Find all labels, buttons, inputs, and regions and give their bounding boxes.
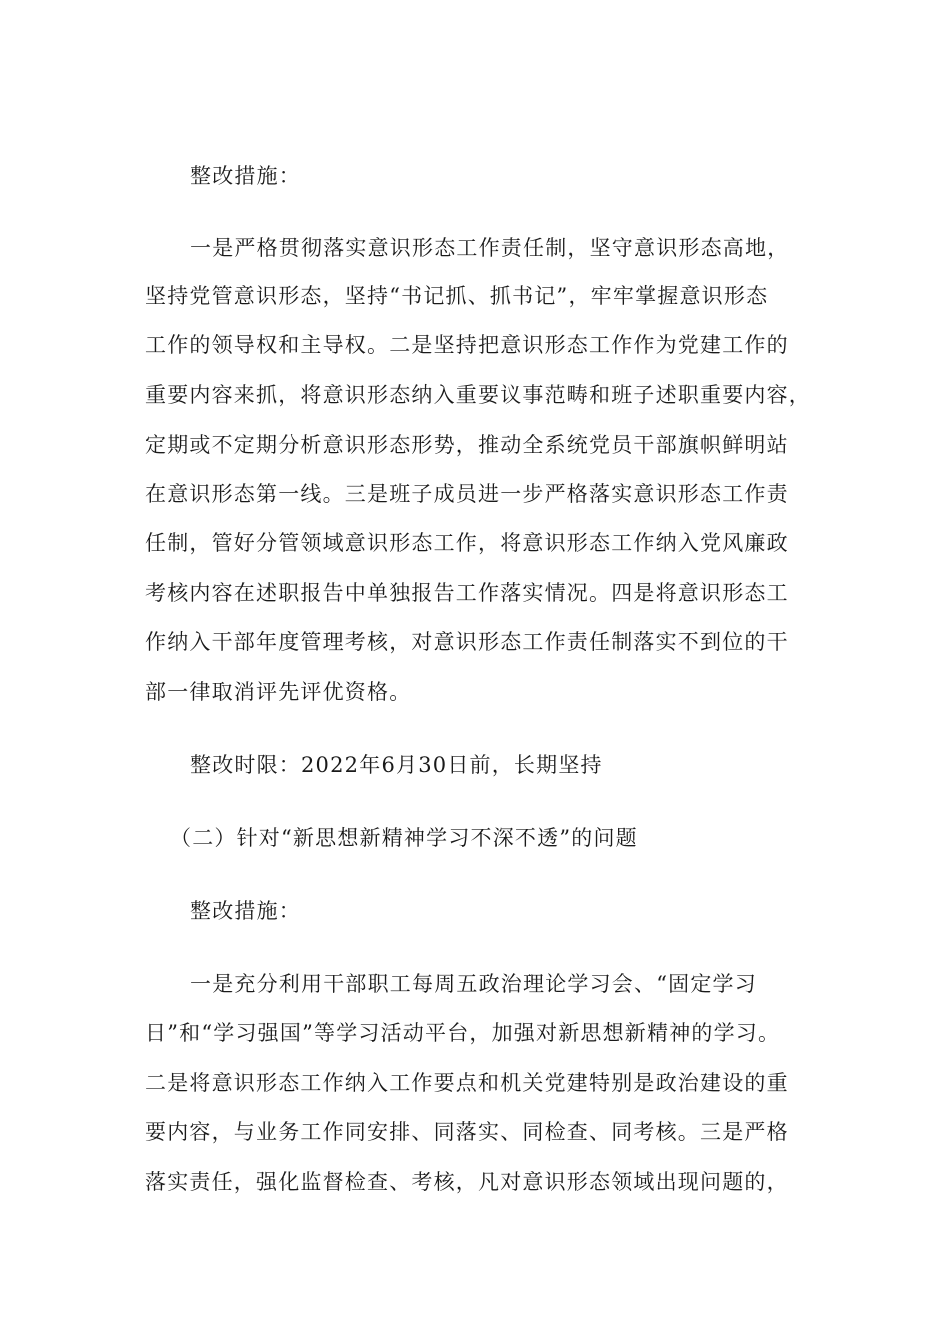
paragraph-2-line-4: 要内容，与业务工作同安排、同落实、同检查、同考核。三是严格 — [145, 1120, 789, 1144]
paragraph-2-line-2: 日”和“学习强国”等学习活动平台，加强对新思想新精神的学习。 — [145, 1021, 781, 1045]
paragraph-2-line-1: 一是充分利用干部职工每周五政治理论学习会、“固定学习 — [190, 972, 757, 996]
paragraph-1-line-7: 任制，管好分管领域意识形态工作，将意识形态工作纳入党风廉政 — [145, 531, 789, 555]
paragraph-1-line-8: 考核内容在述职报告中单独报告工作落实情况。四是将意识形态工 — [145, 581, 789, 605]
paragraph-1-line-9: 作纳入干部年度管理考核，对意识形态工作责任制落实不到位的干 — [145, 630, 789, 654]
paragraph-2-line-5: 落实责任，强化监督检查、考核，凡对意识形态领域出现问题的， — [145, 1170, 789, 1194]
measures-label-2: 整改措施： — [190, 899, 301, 923]
deadline-line: 整改时限：2022年6月30日前，长期坚持 — [190, 753, 603, 777]
paragraph-1-line-4: 重要内容来抓，将意识形态纳入重要议事范畴和班子述职重要内容， — [145, 383, 811, 407]
measures-label-1: 整改措施： — [190, 164, 301, 188]
paragraph-1-line-6: 在意识形态第一线。三是班子成员进一步严格落实意识形态工作责 — [145, 482, 789, 506]
section-heading: （二）针对“新思想新精神学习不深不透”的问题 — [170, 826, 638, 850]
paragraph-1-line-3: 工作的领导权和主导权。二是坚持把意识形态工作作为党建工作的 — [145, 333, 789, 357]
paragraph-1-line-1: 一是严格贯彻落实意识形态工作责任制，坚守意识形态高地， — [190, 236, 790, 260]
paragraph-2-line-3: 二是将意识形态工作纳入工作要点和机关党建特别是政治建设的重 — [145, 1071, 789, 1095]
paragraph-1-line-5: 定期或不定期分析意识形态形势，推动全系统党员干部旗帜鲜明站 — [145, 433, 789, 457]
paragraph-1-line-10: 部一律取消评先评优资格。 — [145, 680, 412, 704]
paragraph-1-line-2: 坚持党管意识形态，坚持“书记抓、抓书记”，牢牢掌握意识形态 — [145, 284, 769, 308]
